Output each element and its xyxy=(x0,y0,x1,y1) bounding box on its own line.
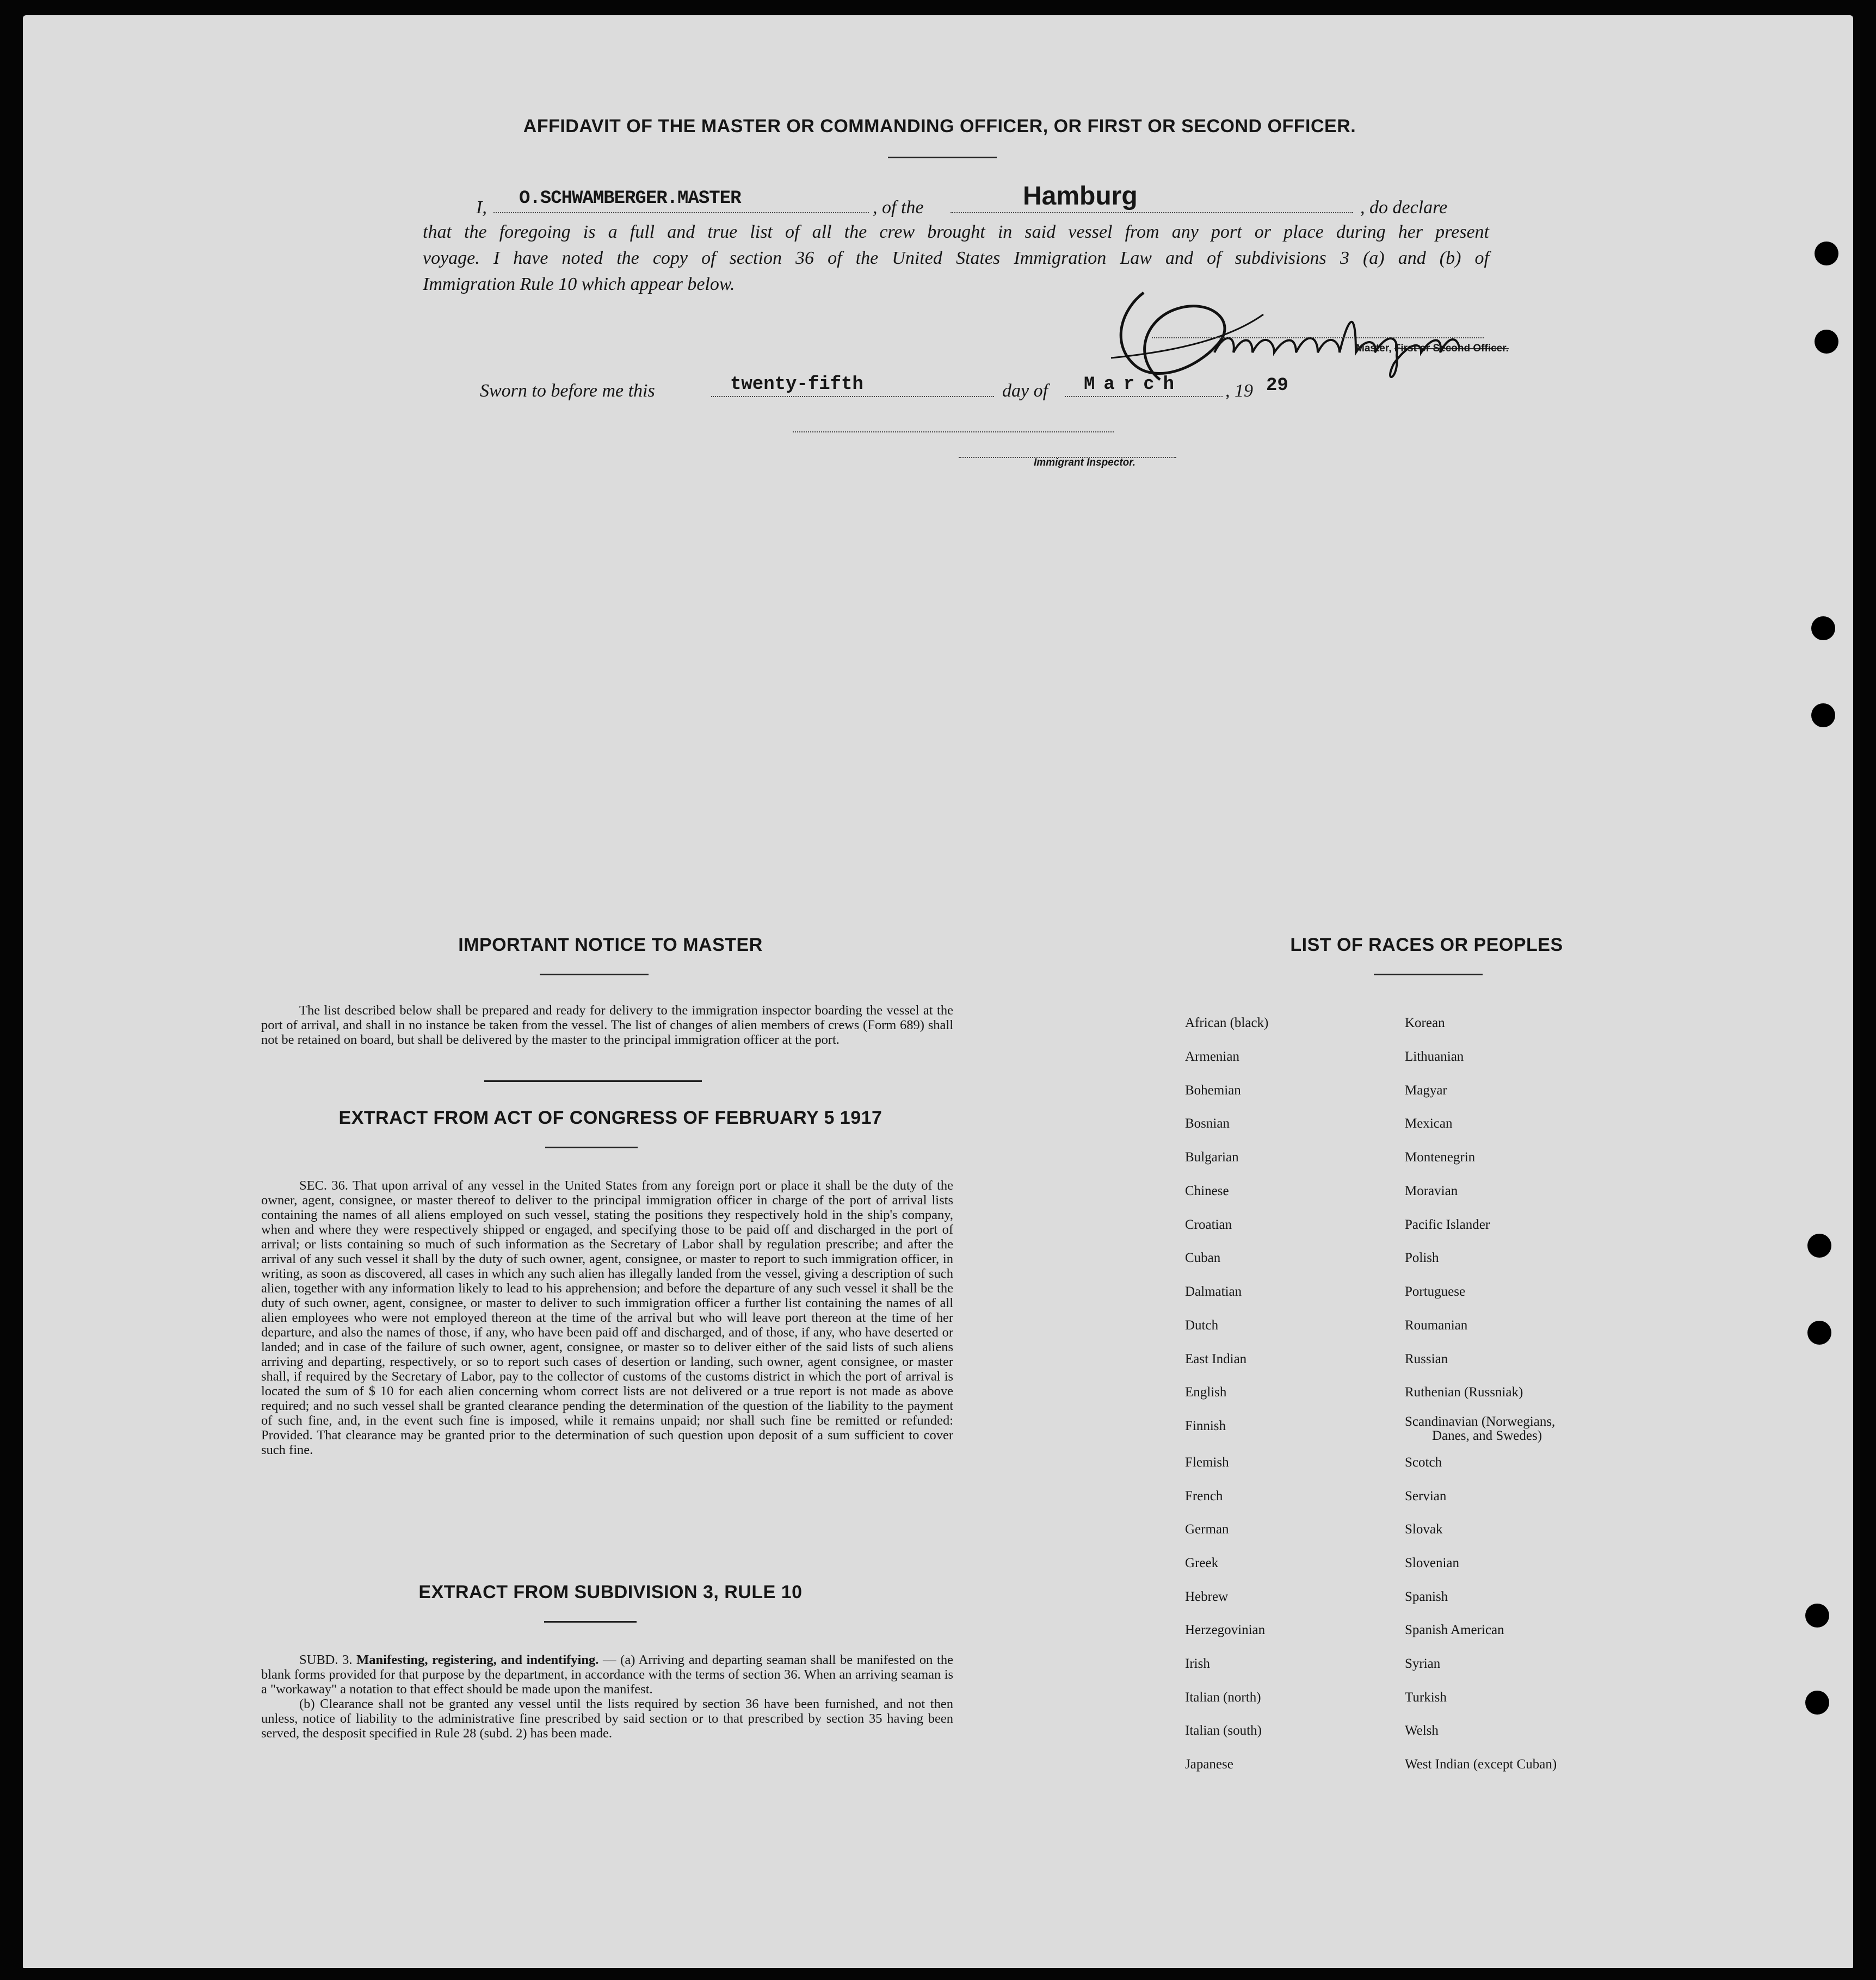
race-item: Italian (south) xyxy=(1185,1723,1262,1738)
act-text: SEC. 36. That upon arrival of any vessel in the United States from any foreign port or place it shall be the duty of the owner, agent, consignee, or master thereof to deliver to the principal immigration officer in charge of the port of arrival lists containing the names of all aliens employed on such vessel, stating the positions they respectively hold in the ship's company, when and where they were respectively shipped or engaged, and specifying those to be paid off and discharged in the port of arrival; or lists containing so much of such information as the Secretary of Labor shall by regulation prescribe; and after the arrival of any such vessel it shall by the duty of such owner, agent, consignee, or master to report to such immigration officer, in writing, as soon as discovered, all cases in which any such alien has illegally landed from the vessel, giving a description of such alien, together with any information likely to lead to his apprehension; and before the departure of any such vessel it shall be the duty of such owner, agent, consignee, or master to deliver to such immigration officer a further list containing the names of all alien employees who were not employed thereon at the time of the arrival but who will leave port thereon at the time of her departure, and also the names of those, if any, who have been paid off and discharged, and of those, if any, who have deserted or landed; and in case of the failure of such owner, agent, consignee, or master so to deliver either of the said lists of such aliens arriving and departing, respectively, or so to report such cases of desertion or landing, such owner, agent consignee, or master shall, if required by the Secretary of Labor, pay to the collector of customs of the customs district in which the port of arrival is located the sum of $ 10 for each alien concerning whom correct lists are not delivered or a true report is not made as above required; and no such vessel shall be granted clearance pending the determination of the question of the liability to the payment of such fine, and, in the event such fine is imposed, while it remains unpaid; nor shall such fine be remitted or refunded: Provided. That clearance may be granted prior to the determination of such question upon deposit of a sum sufficient to cover such fine. xyxy=(261,1178,953,1457)
affidavit-declare: , do declare xyxy=(1360,197,1448,218)
vessel-name-field: Hamburg xyxy=(1023,182,1138,211)
races-heading: LIST OF RACES OR PEOPLES xyxy=(1290,935,1563,955)
punch-hole xyxy=(1815,242,1838,265)
punch-hole xyxy=(1807,1234,1831,1258)
race-item: Korean xyxy=(1405,1016,1445,1030)
divider xyxy=(544,1621,637,1623)
affidavit-line-4: Immigration Rule 10 which appear below. xyxy=(423,274,735,294)
race-item: Herzegovinian xyxy=(1185,1623,1266,1637)
race-item: Russian xyxy=(1405,1352,1448,1366)
race-item: Slovak xyxy=(1405,1522,1443,1537)
blank-line xyxy=(951,212,1353,213)
race-item: Hebrew xyxy=(1185,1589,1229,1604)
race-item: Cuban xyxy=(1185,1251,1221,1265)
race-item: Magyar xyxy=(1405,1083,1447,1098)
sworn-day-of: day of xyxy=(1002,381,1048,401)
divider xyxy=(484,1080,702,1082)
sworn-comma-year-prefix: , 19 xyxy=(1225,381,1253,401)
act-heading: EXTRACT FROM ACT OF CONGRESS OF FEBRUARY 5 1917 xyxy=(338,1107,883,1128)
race-item: Scandinavian (Norwegians, Danes, and Swedes) xyxy=(1405,1414,1556,1443)
race-item: Irish xyxy=(1185,1656,1210,1671)
race-item: Bohemian xyxy=(1185,1083,1241,1098)
subdivision-para-a: — (a) Arriving and departing seaman shall be manifested on the blank forms provided for that purpose by the department, in accordance with the terms of section 36. When an arriving seaman is a "workaway" a notation to that effect should be made upon the manifest. xyxy=(261,1653,953,1697)
punch-hole xyxy=(1811,703,1835,727)
race-item: Chinese xyxy=(1185,1184,1229,1198)
race-item: Scotch xyxy=(1405,1455,1442,1470)
notice-heading: IMPORTANT NOTICE TO MASTER xyxy=(458,935,763,955)
race-item: Pacific Islander xyxy=(1405,1217,1490,1232)
punch-hole xyxy=(1815,330,1838,354)
race-item: Bosnian xyxy=(1185,1116,1230,1131)
punch-hole xyxy=(1805,1604,1829,1628)
subdivision-text xyxy=(261,1653,953,1741)
signature-caption xyxy=(1356,343,1509,355)
sworn-month-field: March xyxy=(1084,374,1183,395)
inspector-caption: Immigrant Inspector. xyxy=(1034,457,1136,468)
blank-line xyxy=(1065,396,1223,397)
race-item: Welsh xyxy=(1405,1723,1439,1738)
race-item: Spanish American xyxy=(1405,1623,1504,1637)
signature-line xyxy=(1152,337,1484,338)
race-item: Polish xyxy=(1405,1251,1439,1265)
sworn-prefix: Sworn to before me this xyxy=(480,381,655,401)
punch-hole xyxy=(1811,616,1835,640)
race-item: German xyxy=(1185,1522,1229,1537)
race-item: Montenegrin xyxy=(1405,1150,1476,1165)
race-item: African (black) xyxy=(1185,1016,1269,1030)
race-item: Flemish xyxy=(1185,1455,1229,1470)
sworn-day-field: twenty-fifth xyxy=(730,374,863,395)
affidavit-heading: AFFIDAVIT OF THE MASTER OR COMMANDING OFFICER, OR FIRST OR SECOND OFFICER. xyxy=(523,116,1356,137)
divider xyxy=(888,157,997,158)
divider xyxy=(540,974,649,975)
race-item: Turkish xyxy=(1405,1690,1447,1705)
race-item: Syrian xyxy=(1405,1656,1441,1671)
signature-caption-struck: First or Second Officer. xyxy=(1394,343,1509,354)
affidavit-of-the: , of the xyxy=(873,197,924,218)
signature-caption-master: Master, xyxy=(1356,343,1394,354)
race-item: East Indian xyxy=(1185,1352,1247,1366)
punch-hole xyxy=(1805,1691,1829,1715)
divider xyxy=(1374,974,1483,975)
sworn-year-field: 29 xyxy=(1266,375,1288,396)
race-item: Mexican xyxy=(1405,1116,1453,1131)
affidavit-prefix: I, xyxy=(476,197,487,218)
inspector-line xyxy=(793,431,1114,432)
notice-text: The list described below shall be prepared and ready for delivery to the immigration inspector boarding the vessel at the port of arrival, and shall in no instance be taken from the vessel. The list of changes of alien members of crews (Form 689) shall not be retained on board, but shall be delivered by the master to the principal immigration officer at the port. xyxy=(261,1003,953,1047)
subdivision-lead: SUBD. 3. xyxy=(299,1653,357,1667)
race-item: Lithuanian xyxy=(1405,1049,1464,1064)
race-item: Italian (north) xyxy=(1185,1690,1261,1705)
affidavit-line-2: that the foregoing is a full and true list of all the crew brought in said vessel from any port or place during her present xyxy=(423,222,1489,242)
punch-hole xyxy=(1807,1321,1831,1345)
race-item: Armenian xyxy=(1185,1049,1239,1064)
race-item: Servian xyxy=(1405,1489,1447,1503)
race-item: Greek xyxy=(1185,1556,1219,1570)
race-item: English xyxy=(1185,1385,1227,1400)
race-item: Portuguese xyxy=(1405,1284,1466,1299)
race-item: Dalmatian xyxy=(1185,1284,1242,1299)
race-item: Bulgarian xyxy=(1185,1150,1239,1165)
race-item: Finnish xyxy=(1185,1419,1226,1433)
blank-line xyxy=(711,396,994,397)
race-item: Slovenian xyxy=(1405,1556,1459,1570)
race-item: Spanish xyxy=(1405,1589,1448,1604)
subdivision-heading: EXTRACT FROM SUBDIVISION 3, RULE 10 xyxy=(418,1582,803,1602)
race-item: Roumanian xyxy=(1405,1318,1468,1333)
race-item: Ruthenian (Russniak) xyxy=(1405,1385,1523,1400)
subdivision-para-b: (b) Clearance shall not be granted any vessel until the lists required by section 36 have been furnished, and not then unless, notice of liability to the administrative fine prescribed by said section or to that prescribed by section 35 having been served, the desposit specified in Rule 28 (subd. 2) has been made. xyxy=(261,1697,953,1741)
subdivision-bold-heading: Manifesting, registering, and indentifying. xyxy=(356,1653,599,1667)
race-item: French xyxy=(1185,1489,1223,1503)
blank-line xyxy=(493,212,869,213)
race-item: Dutch xyxy=(1185,1318,1219,1333)
document-page xyxy=(23,15,1853,1968)
race-item: West Indian (except Cuban) xyxy=(1405,1757,1557,1772)
race-item: Moravian xyxy=(1405,1184,1458,1198)
race-item: Croatian xyxy=(1185,1217,1232,1232)
affidavit-line-3: voyage. I have noted the copy of section 36 of the United States Immigration Law and of subdivisions 3 (a) and (b) of xyxy=(423,248,1489,268)
master-name-field: O.SCHWAMBERGER.MASTER xyxy=(519,188,741,209)
divider xyxy=(545,1147,638,1148)
race-item: Japanese xyxy=(1185,1757,1233,1772)
